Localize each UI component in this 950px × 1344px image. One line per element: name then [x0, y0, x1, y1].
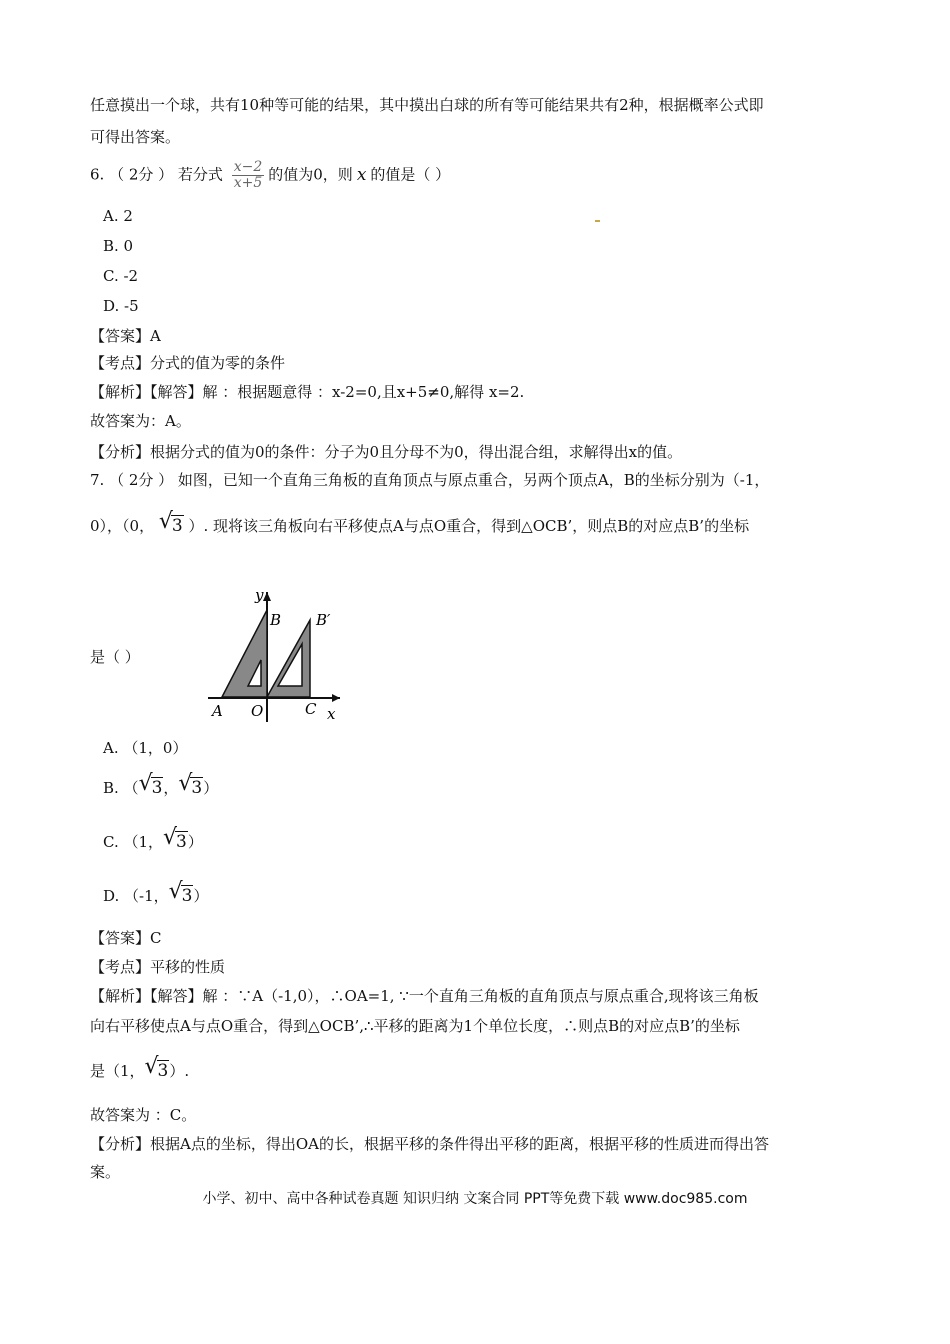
sqrt-three	[139, 778, 164, 798]
q6-stem	[90, 160, 450, 191]
q7-option-b	[103, 778, 218, 798]
triangle-ocb-prime	[267, 620, 310, 697]
q7-stem-line-1: 7. （ 2分 ） 如图，已知一个直角三角板的直角顶点与原点重合，另两个顶点A，B的坐标分别为（-1，	[90, 471, 770, 489]
stray-mark	[595, 220, 600, 222]
label-c: C	[305, 700, 317, 718]
x-axis-arrow	[332, 694, 340, 702]
q7-analysis-line-2: 向右平移使点A与点O重合，得到△OCB’,∴平移的距离为1个单位长度，∴则点B的对应点B’的坐标	[90, 1017, 740, 1035]
q7-option-b-mid: ，	[163, 779, 179, 797]
q6-stem-mid: 的值为0，则	[268, 165, 353, 184]
q7-option-c-post: ）	[187, 833, 203, 851]
q6-answer: 【答案】A	[90, 327, 161, 345]
q7-answer: 【答案】C	[90, 929, 162, 947]
q6-stem-prefix: 6. （ 2分 ） 若分式	[90, 165, 223, 184]
q7-analysis-3-pre: 是（1，	[90, 1062, 145, 1080]
q7-analysis-line-1: 【解析】【解答】解 ：∵A（-1,0），∴OA=1, ∵一个直角三角板的直角顶点与原点重合,现将该三角板	[90, 987, 759, 1005]
q7-option-b-pre: B. （	[103, 779, 139, 797]
triangle-abo	[222, 610, 267, 697]
q6-variable: x	[356, 164, 367, 185]
q7-analysis-line-3	[90, 1061, 189, 1081]
page-footer: 小学、初中、高中各种试卷真题 知识归纳 文案合同 PPT等免费下载 www.doc985.com	[202, 1191, 748, 1207]
q7-point: 【考点】平移的性质	[90, 958, 226, 976]
q6-point: 【考点】分式的值为零的条件	[90, 354, 286, 372]
q7-stem-line-2	[90, 516, 749, 536]
q6-option-c: C. -2	[103, 267, 139, 285]
sqrt-three	[169, 886, 194, 906]
y-axis-arrow	[263, 592, 271, 601]
sqrt-radicand: 3	[191, 778, 203, 798]
sqrt-radicand: 3	[181, 886, 193, 906]
sqrt-radicand: 3	[151, 778, 163, 798]
prev-text-line-1: 任意摸出一个球，共有10种等可能的结果，其中摸出白球的所有等可能结果共有2种，根据概率公式即	[90, 96, 764, 114]
q7-analysis-3-post: ）.	[169, 1062, 190, 1080]
sqrt-three	[163, 832, 188, 852]
q6-analysis: 【解析】【解答】解 ：根据题意得 ：x-2=0,且x+5≠0,解得 x=2.	[90, 383, 525, 401]
sqrt-radicand: 3	[171, 516, 183, 536]
label-o: O	[251, 702, 264, 720]
prev-text-line-2: 可得出答案。	[90, 128, 181, 146]
q6-fraction	[232, 160, 265, 191]
q7-option-d-post: ）	[193, 887, 209, 905]
q6-frac-numerator: x−2	[233, 159, 263, 175]
q7-option-d-pre: D. （-1，	[103, 887, 169, 905]
q7-option-b-post: ）	[203, 779, 219, 797]
q7-option-c	[103, 832, 203, 852]
q7-summary-line-2: 案。	[90, 1163, 121, 1181]
q6-option-b: B. 0	[103, 237, 134, 255]
label-b-prime: B′	[316, 611, 331, 629]
q7-stem-line-3: 是（ ）	[90, 648, 140, 666]
q7-conclusion: 故答案为 ：C。	[90, 1106, 197, 1124]
sqrt-three	[145, 1061, 170, 1081]
q6-conclusion: 故答案为：A。	[90, 412, 191, 430]
q7-stem-line-2a: 0），（0，	[90, 517, 155, 535]
q6-option-a: A. 2	[103, 207, 133, 225]
q7-option-d	[103, 886, 208, 906]
sqrt-radicand: 3	[176, 832, 187, 852]
label-x: x	[327, 705, 336, 723]
label-b: B	[270, 611, 282, 629]
q7-option-c-pre: C. （1，	[103, 833, 164, 851]
q6-summary: 【分析】根据分式的值为0的条件：分子为0且分母不为0，得出混合组，求解得出x的值。	[90, 443, 683, 461]
q6-frac-denominator: x+5	[233, 175, 263, 191]
sqrt-three	[159, 516, 184, 536]
q6-option-d: D. -5	[103, 297, 139, 315]
label-a: A	[212, 702, 223, 720]
sqrt-three	[178, 778, 203, 798]
q7-stem-line-2b: ）. 现将该三角板向右平移使点A与点O重合，得到△OCB’，则点B的对应点B’的坐标	[188, 517, 750, 535]
q7-option-a: A. （1，0）	[103, 739, 188, 757]
label-y: y	[255, 586, 264, 604]
q7-summary-line-1: 【分析】根据A点的坐标，得出OA的长，根据平移的条件得出平移的距离，根据平移的性质进而得出答	[90, 1135, 769, 1153]
q7-figure	[200, 582, 350, 727]
q6-stem-suffix: 的值是（ ）	[370, 165, 451, 184]
sqrt-radicand: 3	[157, 1061, 169, 1081]
